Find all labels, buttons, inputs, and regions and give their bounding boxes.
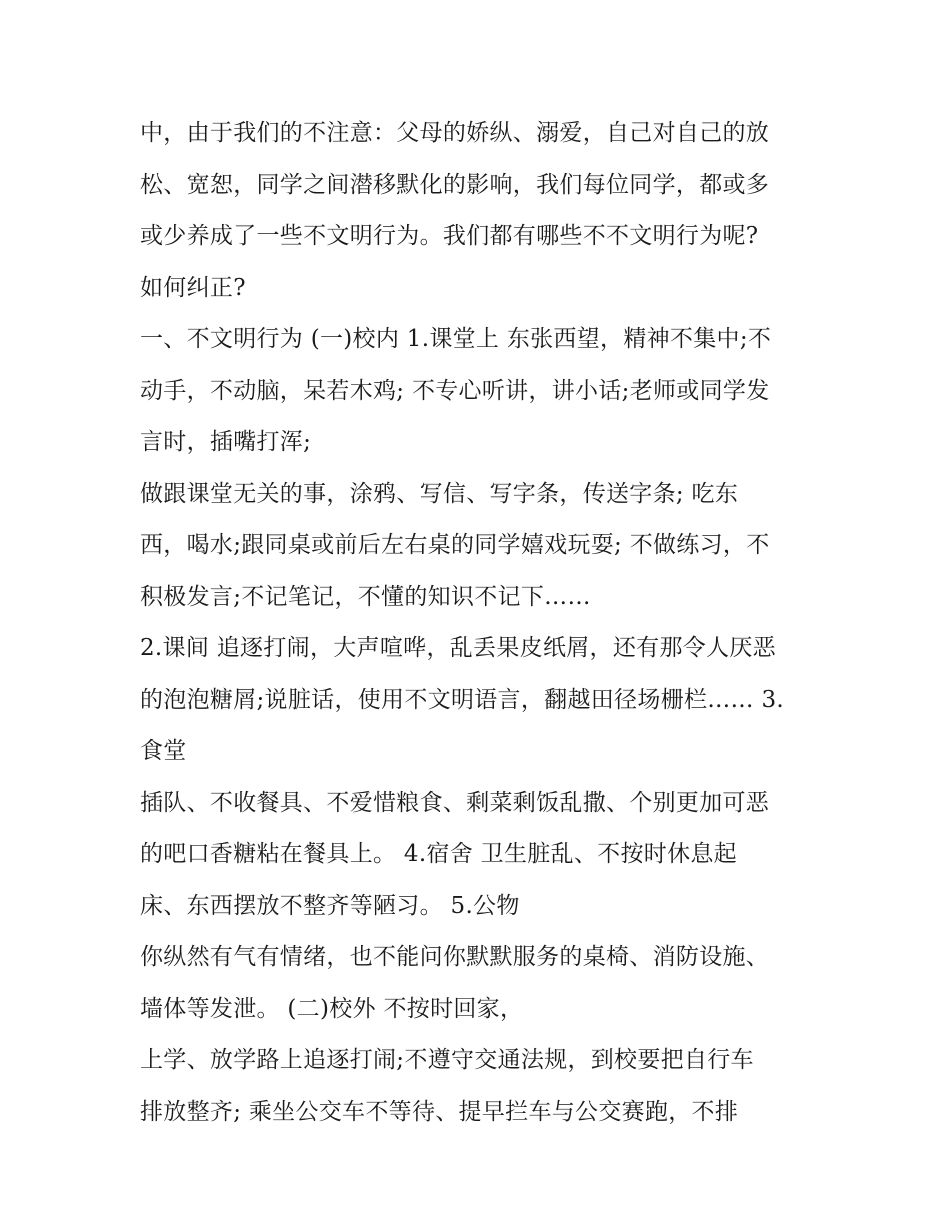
text-line: 上学、放学路上追逐打闹;不遵守交通法规，到校要把自行车 [140, 1047, 754, 1073]
text-line: 言时，插嘴打浑; [140, 429, 312, 455]
text-line: 做跟课堂无关的事，涂鸦、写信、写字条，传送字条; 吃东 [140, 480, 739, 507]
text-line: 插队、不收餐具、不爱惜粮食、剩菜剩饭乱撒、个别更加可恶 [140, 789, 770, 816]
text-line: 如何纠正? [140, 274, 246, 301]
text-line: 食堂 [140, 738, 187, 764]
text-line: 你纵然有气有情绪，也不能问你默默服务的桌椅、消防设施、 [140, 944, 770, 970]
text-line: 的吧口香糖粘在餐具上。 4.宿舍 卫生脏乱、不按时休息起 [140, 841, 737, 867]
text-line: 积极发言;不记笔记，不懂的知识不记下…… [140, 583, 591, 610]
text-line: 2.课间 追逐打闹，大声喧哗，乱丢果皮纸屑，还有那令人厌恶 [140, 635, 776, 661]
document-body [140, 108, 830, 1138]
text-line: 动手，不动脑，呆若木鸡; 不专心听讲，讲小话;老师或同学发 [140, 377, 770, 404]
text-line: 的泡泡糖屑;说脏话，使用不文明语言，翻越田径场栅栏…… 3. [140, 686, 785, 713]
text-line: 松、宽恕，同学之间潜移默化的影响，我们每位同学，都或多 [140, 171, 770, 198]
text-line: 排放整齐; 乘坐公交车不等待、提早拦车与公交赛跑，不排 [140, 1098, 739, 1125]
text-line: 床、东西摆放不整齐等陋习。 5.公物 [140, 892, 520, 919]
text-line: 墙体等发泄。 (二)校外 不按时回家， [140, 995, 524, 1022]
text-line: 一、不文明行为 (一)校内 1.课堂上 东张西望，精神不集中;不 [140, 326, 772, 352]
text-line: 或少养成了一些不文明行为。我们都有哪些不不文明行为呢? [140, 223, 759, 249]
text-line: 西，喝水;跟同桌或前后左右桌的同学嬉戏玩耍; 不做练习，不 [140, 532, 770, 558]
text-line: 中，由于我们的不注意：父母的娇纵、溺爱，自己对自己的放 [140, 120, 770, 146]
